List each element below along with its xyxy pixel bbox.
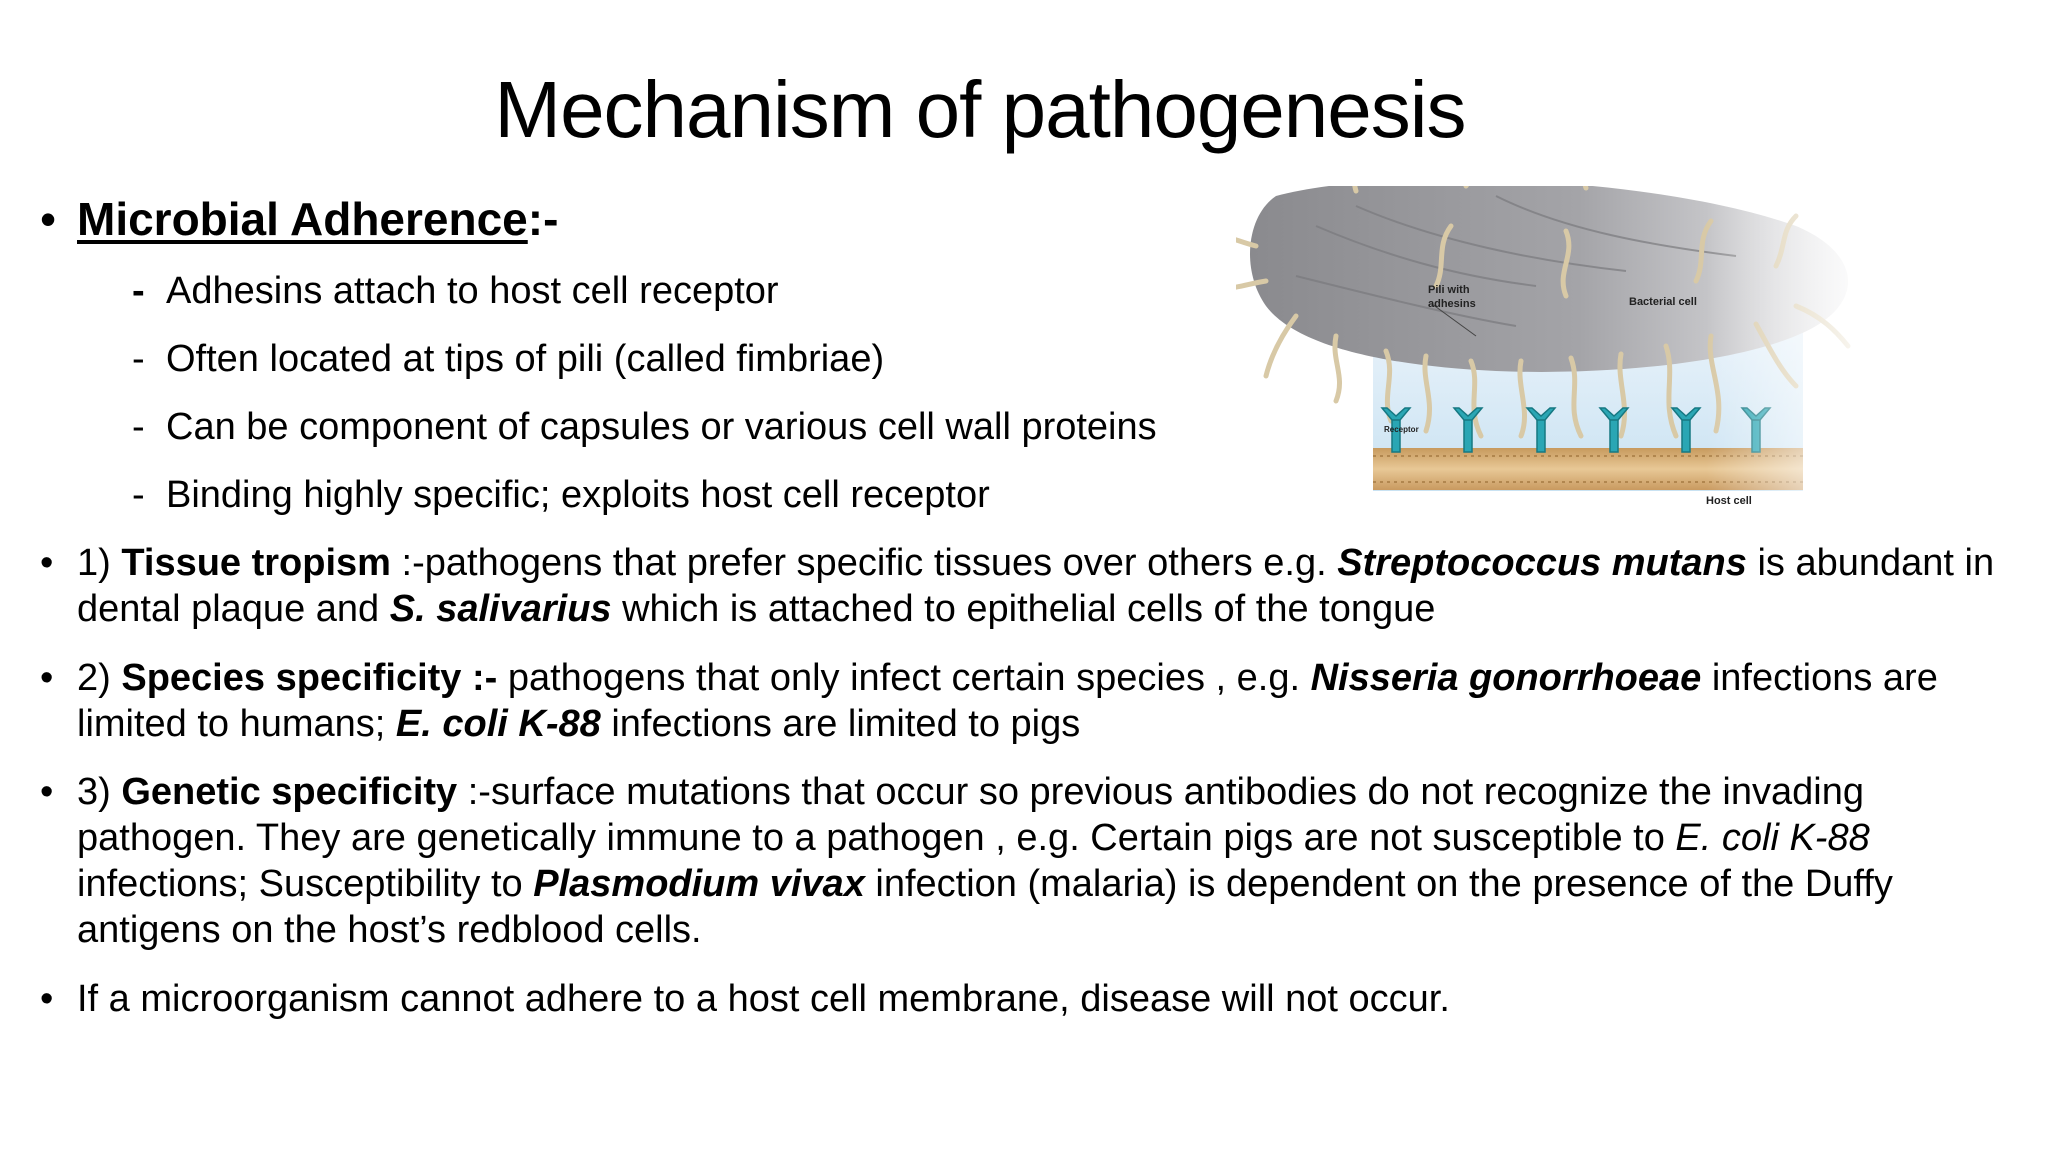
- adherence-point-text: Adhesins attach to host cell receptor: [166, 270, 779, 312]
- species-name: Nisseria gonorrhoeae: [1310, 657, 1702, 699]
- adherence-heading: Microbial Adherence: [77, 193, 528, 245]
- term: Species specificity :-: [121, 657, 498, 699]
- adherence-illustration: [1236, 186, 1886, 516]
- bullet-marker: •: [40, 657, 54, 699]
- tissue-tropism-text: 1) Tissue tropism :-pathogens that prefer specific tissues over others e.g. Streptococcus mutans is abundant in dental plaque and S. salivarius which is attached to epithelial cells of the tongue: [77, 542, 1995, 630]
- genetic-specificity-text: 3) Genetic specificity :-surface mutations that occur so previous antibodies do not recognize the invading pathogen. They are genetically immune to a pathogen , e.g. Certain pigs are not susceptible to E. coli K-88 infections; Susceptibility to Plasmodium vivax infection (malaria) is dependent on the presence of the Duffy antigens on the host’s redblood cells.: [77, 771, 1893, 951]
- label-pili-line2: adhesins: [1428, 298, 1476, 310]
- label-receptor: Receptor: [1384, 425, 1419, 434]
- species-specificity-bullet: [40, 655, 2030, 747]
- dash-marker: -: [132, 474, 145, 516]
- bullet-marker: •: [40, 771, 54, 813]
- page-title: Mechanism of pathogenesis: [494, 65, 1466, 154]
- adherence-diagram: [1236, 186, 1886, 516]
- species-specificity-text: 2) Species specificity :- pathogens that only infect certain species , e.g. Nisseria gonorrhoeae infections are limited to humans; E. coli K-88 infections are limited to pigs: [77, 657, 1938, 745]
- species-name: Streptococcus mutans: [1337, 542, 1747, 584]
- label-bacterial-cell: Bacterial cell: [1629, 296, 1697, 308]
- conclusion-text: If a microorganism cannot adhere to a host cell membrane, disease will not occur.: [77, 978, 1450, 1020]
- species-name: S. salivarius: [389, 588, 612, 630]
- adherence-point: [132, 472, 990, 518]
- adherence-point-text: Can be component of capsules or various cell wall proteins: [166, 406, 1157, 448]
- bullet-marker: •: [40, 193, 57, 245]
- adherence-point: [132, 404, 1157, 450]
- species-name: E. coli K-88: [395, 703, 601, 745]
- species-name: E. coli K-88: [1675, 817, 1870, 859]
- bullet-marker: •: [40, 978, 54, 1020]
- term: Tissue tropism: [121, 542, 391, 584]
- adherence-heading-suffix: :-: [527, 193, 559, 245]
- dash-marker: -: [132, 406, 145, 448]
- genetic-specificity-bullet: [40, 769, 2030, 953]
- conclusion-bullet: [40, 976, 2030, 1022]
- label-host-cell: Host cell: [1706, 495, 1752, 507]
- dash-marker: -: [132, 270, 145, 312]
- adherence-point-text: Often located at tips of pili (called fimbriae): [166, 338, 885, 380]
- bullet-marker: •: [40, 542, 54, 584]
- term: Genetic specificity: [121, 771, 458, 813]
- label-pili: Pili with: [1428, 284, 1470, 296]
- adherence-point: [132, 268, 779, 314]
- tissue-tropism-bullet: [40, 540, 2030, 632]
- species-name: Plasmodium vivax: [533, 863, 865, 905]
- adherence-point-text: Binding highly specific; exploits host cell receptor: [166, 474, 990, 516]
- adherence-point: [132, 336, 884, 382]
- dash-marker: -: [132, 338, 145, 380]
